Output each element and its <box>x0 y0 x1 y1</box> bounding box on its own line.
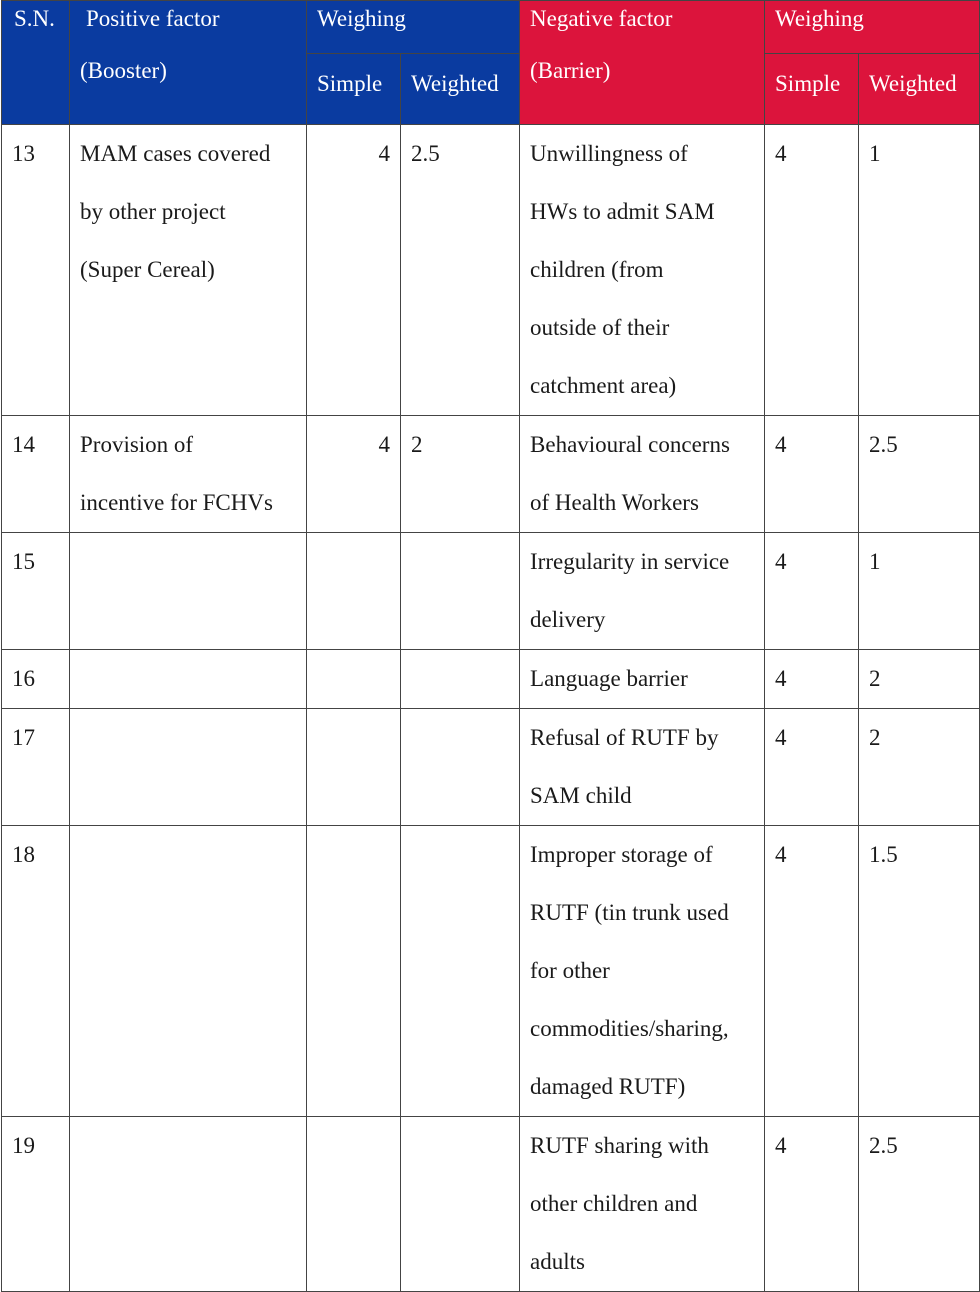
cell-positive-factor-line: by other project <box>80 199 226 224</box>
cell-positive-simple <box>307 709 401 826</box>
cell-positive-weighted: 2 <box>401 416 520 533</box>
cell-negative-factor <box>520 650 765 709</box>
cell-negative-factor <box>520 416 765 533</box>
cell-negative-factor-line: HWs to admit SAM <box>530 199 715 224</box>
cell-positive-factor-line: (Super Cereal) <box>80 257 215 282</box>
cell-negative-simple: 4 <box>765 826 859 1117</box>
cell-negative-weighted: 2.5 <box>859 1117 980 1292</box>
header-positive-line2: (Booster) <box>80 58 167 83</box>
header-sn: S.N. <box>2 1 70 125</box>
cell-negative-factor <box>520 709 765 826</box>
cell-positive-weighted <box>401 1117 520 1292</box>
table-row <box>2 826 980 1117</box>
cell-negative-factor-line: SAM child <box>530 783 632 808</box>
cell-positive-weighted <box>401 533 520 650</box>
cell-negative-factor-line: Behavioural concerns <box>530 432 730 457</box>
cell-positive-weighted <box>401 709 520 826</box>
cell-negative-factor-line: catchment area) <box>530 373 677 398</box>
cell-negative-factor-line: Irregularity in service <box>530 549 730 574</box>
cell-sn: 19 <box>2 1117 70 1292</box>
cell-positive-factor-line: incentive for FCHVs <box>80 490 273 515</box>
cell-negative-simple: 4 <box>765 709 859 826</box>
cell-positive-factor <box>70 1117 307 1292</box>
header-weighted-negative: Weighted <box>859 54 980 125</box>
header-negative-line1: Negative factor <box>530 6 673 31</box>
cell-sn: 16 <box>2 650 70 709</box>
cell-negative-weighted: 2 <box>859 709 980 826</box>
header-weighing-positive: Weighing <box>307 1 520 54</box>
cell-positive-factor <box>70 533 307 650</box>
header-positive-factor <box>70 1 307 125</box>
cell-negative-factor-line: commodities/sharing, <box>530 1016 729 1041</box>
cell-positive-factor-line: MAM cases covered <box>80 141 271 166</box>
cell-negative-factor-line: of Health Workers <box>530 490 699 515</box>
cell-positive-weighted <box>401 650 520 709</box>
cell-negative-factor-line: for other <box>530 958 610 983</box>
cell-positive-simple: 4 <box>307 125 401 416</box>
cell-negative-weighted: 1.5 <box>859 826 980 1117</box>
cell-positive-simple <box>307 650 401 709</box>
cell-negative-factor-line: Refusal of RUTF by <box>530 725 719 750</box>
cell-sn: 14 <box>2 416 70 533</box>
cell-negative-factor-line: Language barrier <box>530 666 688 691</box>
cell-negative-factor-line: delivery <box>530 607 606 632</box>
cell-negative-factor-line: adults <box>530 1249 585 1274</box>
table-row <box>2 125 980 416</box>
cell-negative-factor-line: outside of their <box>530 315 670 340</box>
cell-negative-simple: 4 <box>765 1117 859 1292</box>
table-row <box>2 533 980 650</box>
cell-negative-factor-line: damaged RUTF) <box>530 1074 686 1099</box>
cell-positive-weighted: 2.5 <box>401 125 520 416</box>
cell-negative-weighted: 2 <box>859 650 980 709</box>
table-row <box>2 416 980 533</box>
table-row <box>2 1117 980 1292</box>
cell-positive-simple <box>307 533 401 650</box>
cell-negative-factor-line: other children and <box>530 1191 698 1216</box>
cell-sn: 13 <box>2 125 70 416</box>
header-negative-factor <box>520 1 765 125</box>
cell-negative-simple: 4 <box>765 533 859 650</box>
table-body <box>2 125 980 1292</box>
header-negative-line2: (Barrier) <box>530 58 611 83</box>
cell-negative-simple: 4 <box>765 650 859 709</box>
cell-negative-simple: 4 <box>765 416 859 533</box>
header-simple-negative: Simple <box>765 54 859 125</box>
cell-negative-simple: 4 <box>765 125 859 416</box>
cell-negative-weighted: 1 <box>859 125 980 416</box>
cell-negative-factor-line: Unwillingness of <box>530 141 688 166</box>
cell-sn: 17 <box>2 709 70 826</box>
cell-negative-factor <box>520 125 765 416</box>
cell-positive-factor <box>70 709 307 826</box>
cell-sn: 18 <box>2 826 70 1117</box>
cell-negative-weighted: 1 <box>859 533 980 650</box>
cell-negative-factor <box>520 826 765 1117</box>
cell-positive-factor <box>70 125 307 416</box>
table-row <box>2 650 980 709</box>
cell-negative-factor-line: children (from <box>530 257 664 282</box>
cell-negative-factor <box>520 1117 765 1292</box>
cell-positive-simple <box>307 826 401 1117</box>
cell-positive-factor-line: Provision of <box>80 432 194 457</box>
table-row <box>2 709 980 826</box>
header-positive-line1: Positive factor <box>86 6 220 31</box>
cell-positive-weighted <box>401 826 520 1117</box>
factor-table <box>1 0 980 1292</box>
header-weighing-negative: Weighing <box>765 1 980 54</box>
cell-positive-factor <box>70 826 307 1117</box>
cell-positive-factor <box>70 650 307 709</box>
header-simple-positive: Simple <box>307 54 401 125</box>
cell-positive-simple <box>307 1117 401 1292</box>
cell-sn: 15 <box>2 533 70 650</box>
cell-negative-factor-line: Improper storage of <box>530 842 713 867</box>
cell-negative-factor <box>520 533 765 650</box>
cell-negative-factor-line: RUTF sharing with <box>530 1133 709 1158</box>
cell-positive-factor <box>70 416 307 533</box>
cell-negative-weighted: 2.5 <box>859 416 980 533</box>
cell-positive-simple: 4 <box>307 416 401 533</box>
header-weighted-positive: Weighted <box>401 54 520 125</box>
cell-negative-factor-line: RUTF (tin trunk used <box>530 900 729 925</box>
header-row-1 <box>2 1 980 54</box>
